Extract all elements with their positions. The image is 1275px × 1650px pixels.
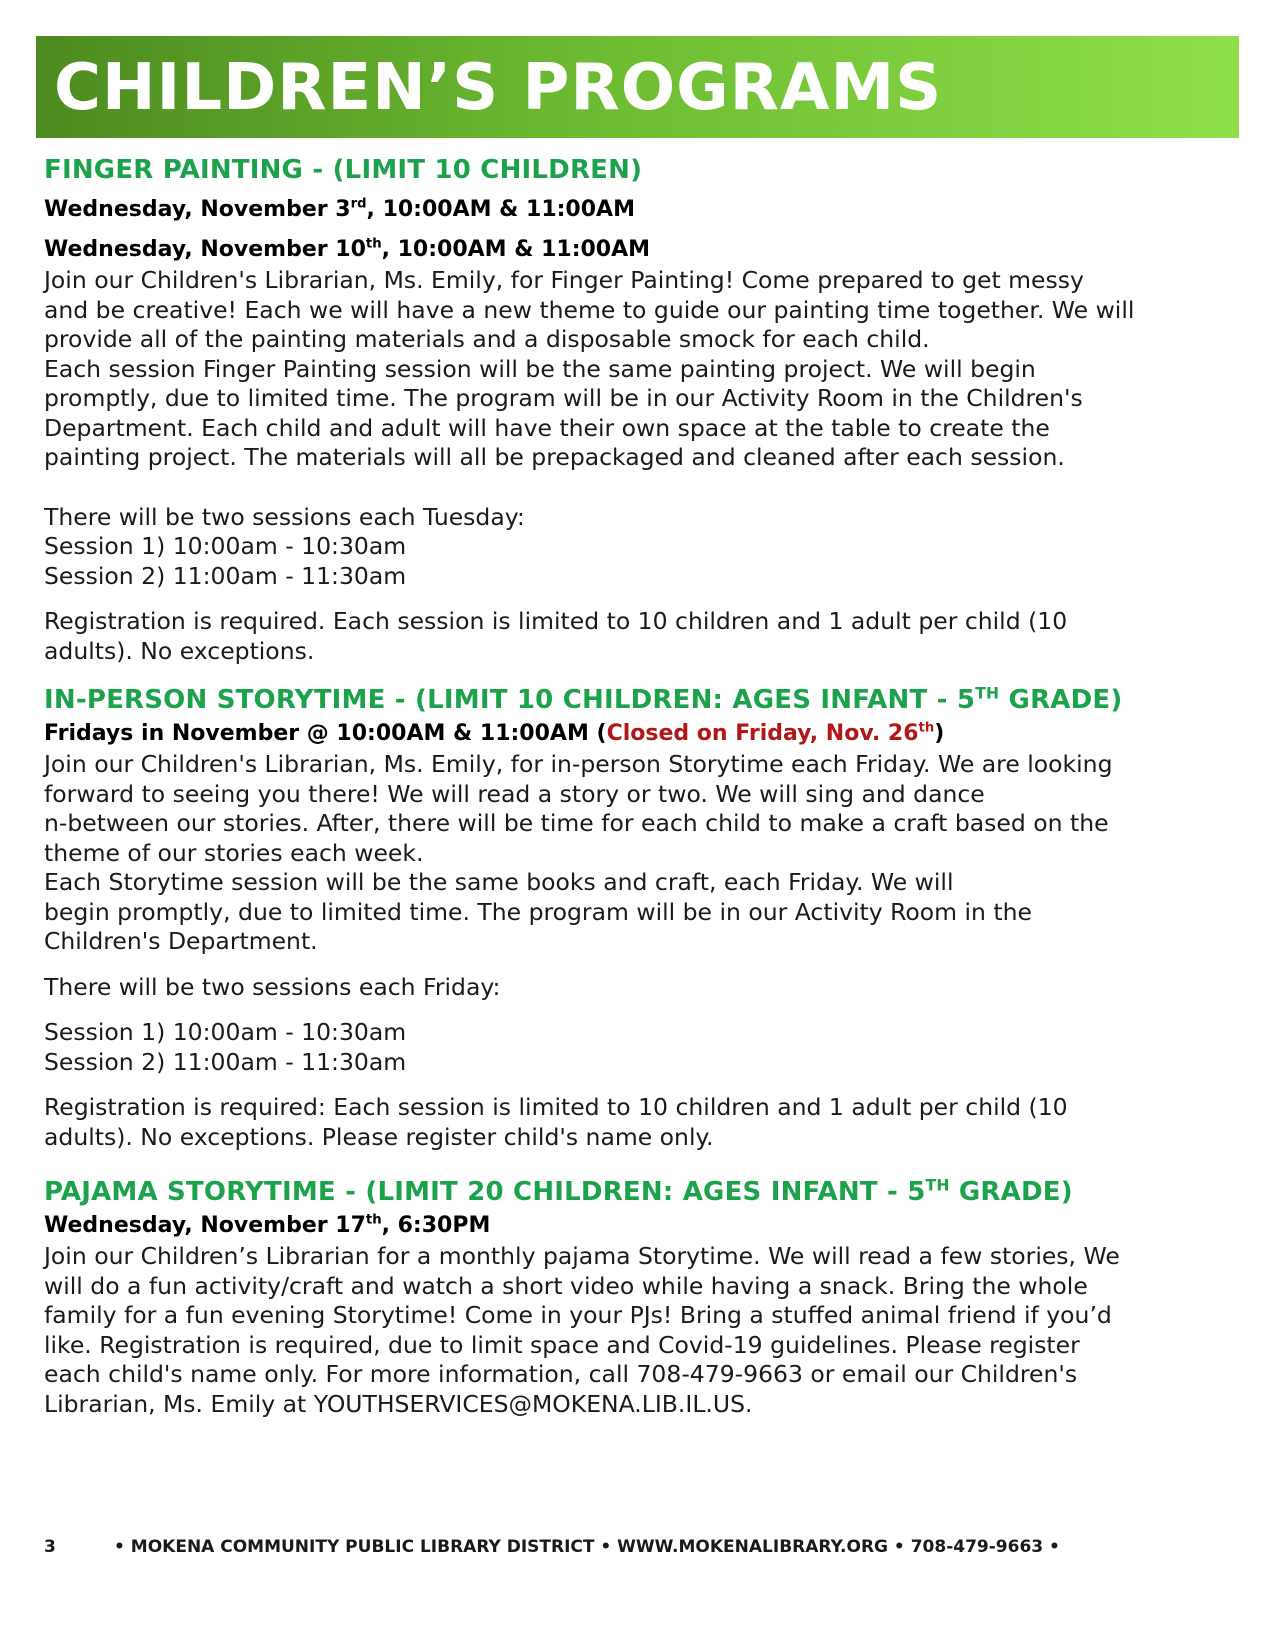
page-title: CHILDREN’S PROGRAMS [54, 51, 943, 125]
page-banner [36, 36, 1239, 138]
event-date: Wednesday, November 3rd, 10:00AM & 11:00AM [44, 196, 635, 222]
description-paragraph: Join our Children's Librarian, Ms. Emily, for Finger Painting! Come prepared to get messy and be creative! Each we will have a new theme to guide our painting time together. We will provide all of the painting materials and a disposable smock for each child. Each session Finger Painting session will be the same painting project. We will begin promptly, due to limited time. The program will be in our Activity Room in the Children's Department. Each child and adult will have their own space at the table to create the painting project. The materials will all be prepackaged and cleaned after each session. [44, 266, 1135, 471]
section-pajama-storytime [44, 1174, 1234, 1419]
section-title: PAJAMA STORYTIME - (LIMIT 20 CHILDREN: AGES INFANT - 5TH GRADE) [44, 1176, 1073, 1207]
page-content [44, 152, 1234, 1419]
page-footer [44, 1535, 1234, 1563]
session-times: Session 1) 10:00am - 10:30am Session 2) 11:00am - 11:30am [44, 1018, 407, 1076]
session-intro: There will be two sessions each Friday: [44, 972, 501, 1001]
description-paragraph: Join our Children’s Librarian for a monthly pajama Storytime. We will read a few stories, We will do a fun activity/craft and watch a short video while having a snack. Bring the whole family for a fun evening Storytime! Come in your PJs! Bring a stuffed animal friend if you’d like. Registration is required, due to limit space and Covid-19 guidelines. Please register each child's name only. For more information, call 708-479-9663 or email our Children's Librarian, Ms. Emily at YOUTHSERVICES@MOKENA.LIB.IL.US. [44, 1242, 1120, 1418]
event-date: Fridays in November @ 10:00AM & 11:00AM (Closed on Friday, Nov. 26th) [44, 720, 945, 746]
footer-contact: • MOKENA COMMUNITY PUBLIC LIBRARY DISTRICT • WWW.MOKENALIBRARY.ORG • 708-479-9663 • [114, 1537, 1060, 1557]
closed-notice: Closed on Friday, Nov. 26th [606, 720, 935, 746]
registration-note: Registration is required. Each session is limited to 10 children and 1 adult per child (10 adults). No exceptions. [44, 607, 1068, 665]
event-date: Wednesday, November 10th, 10:00AM & 11:00AM [44, 236, 651, 262]
page-number: 3 [44, 1537, 56, 1557]
description-paragraph: Join our Children's Librarian, Ms. Emily, for in-person Storytime each Friday. We are looking forward to seeing you there! We will read a story or two. We will sing and dance n-between our stories. After, there will be time for each child to make a craft based on the theme of our stories each week. Each Storytime session will be the same books and craft, each Friday. We will begin promptly, due to limited time. The program will be in our Activity Room in the Children's Department. [44, 750, 1113, 955]
registration-note: Registration is required: Each session is limited to 10 children and 1 adult per child (10 adults). No exceptions. Please register child's name only. [44, 1093, 1068, 1151]
section-title: FINGER PAINTING - (LIMIT 10 CHILDREN) [44, 155, 643, 185]
section-in-person-storytime [44, 682, 1234, 1152]
session-times: There will be two sessions each Tuesday: Session 1) 10:00am - 10:30am Session 2) 11:00am - 11:30am [44, 502, 525, 590]
section-title: IN-PERSON STORYTIME - (LIMIT 10 CHILDREN: AGES INFANT - 5TH GRADE) [44, 684, 1123, 715]
section-finger-painting [44, 152, 1234, 666]
event-date: Wednesday, November 17th, 6:30PM [44, 1212, 491, 1238]
